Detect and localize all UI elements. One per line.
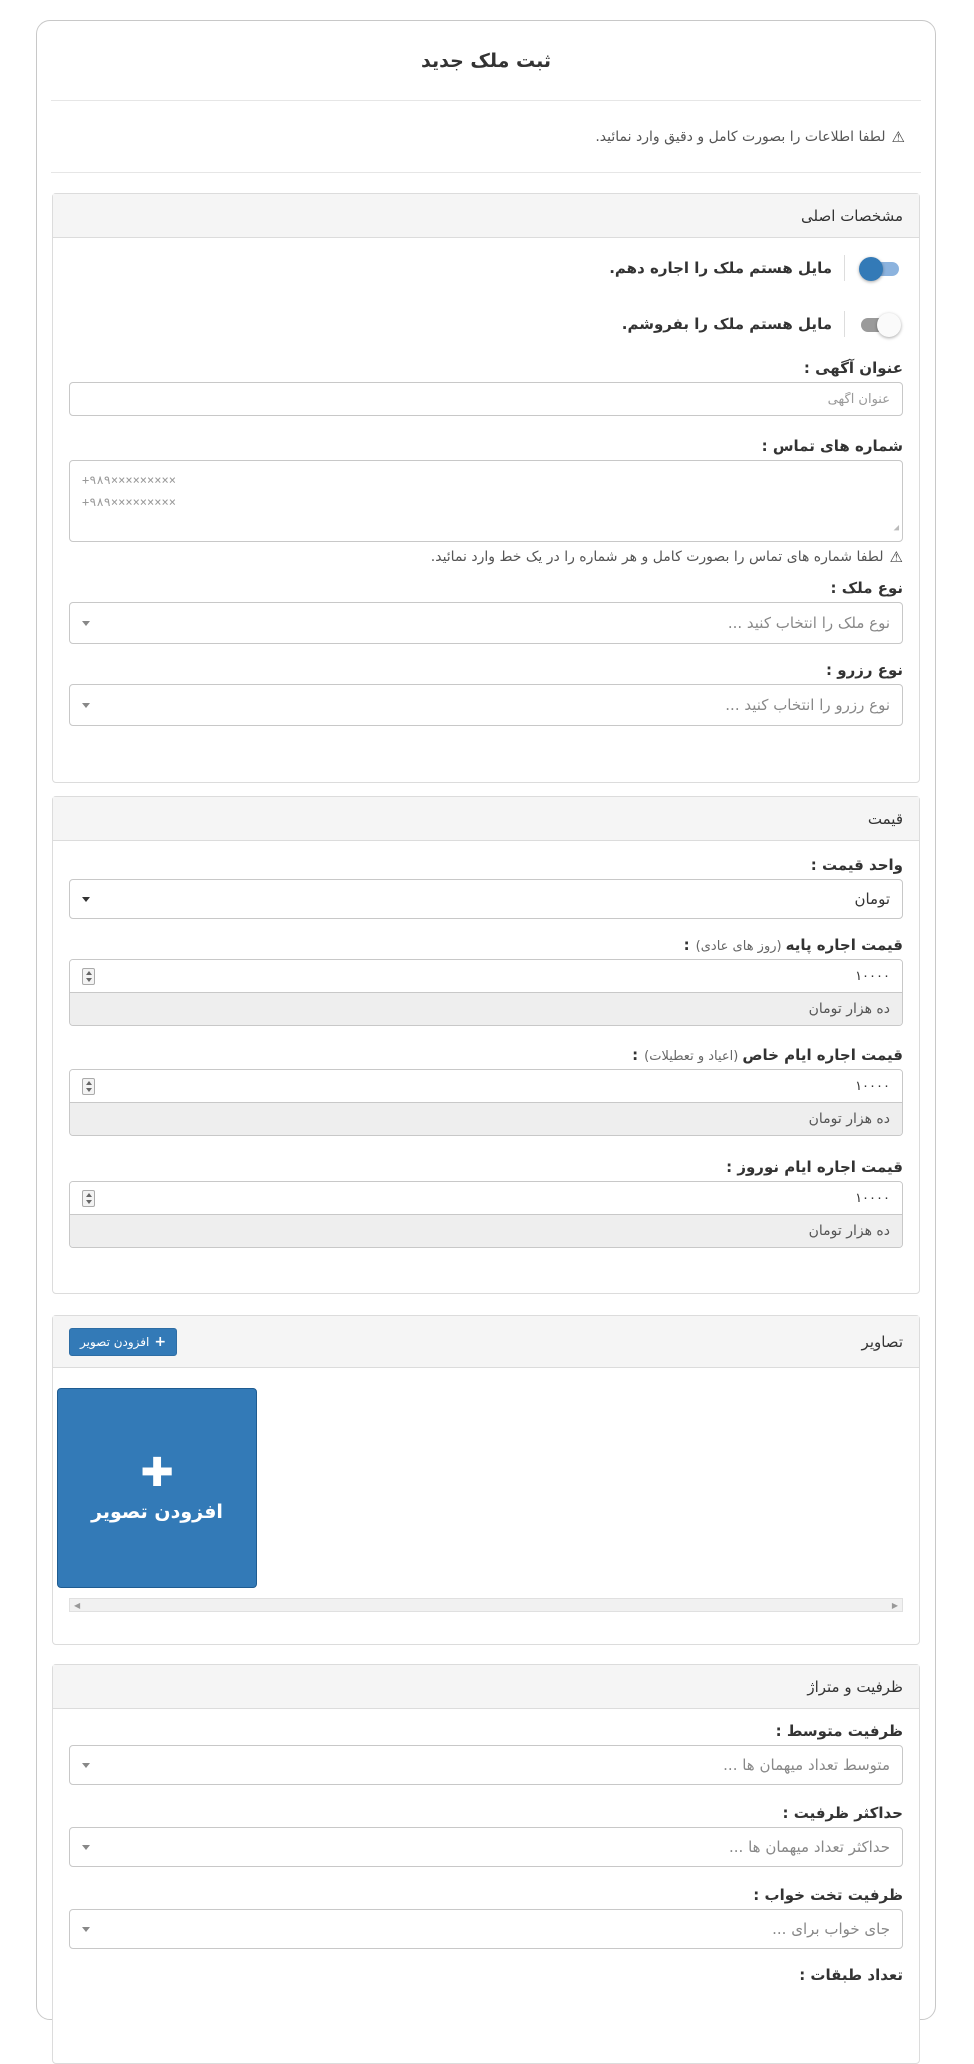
- add-image-tile[interactable]: [57, 1388, 257, 1588]
- warning-icon: ⚠: [891, 127, 905, 146]
- floors-label: تعداد طبقات :: [799, 1966, 903, 1984]
- divider: [844, 255, 845, 281]
- bed-capacity-placeholder: جای خواب برای ...: [772, 1920, 890, 1938]
- form-notice: [51, 101, 921, 173]
- caret-down-icon: [82, 897, 90, 902]
- notice-text: لطفا اطلاعات را بصورت کامل و دقیق وارد نمائید.: [595, 128, 886, 145]
- rent-toggle[interactable]: [859, 257, 901, 279]
- special-price-value: ۱۰۰۰۰: [855, 1078, 890, 1094]
- price-unit-select[interactable]: [69, 879, 903, 919]
- nowruz-price-label: قیمت اجاره ایام نوروز :: [726, 1158, 903, 1176]
- reservation-type-placeholder: نوع رزرو را انتخاب کنید ...: [725, 696, 890, 714]
- property-type-label: نوع ملک :: [830, 579, 903, 597]
- ad-title-label: عنوان آگهی :: [803, 359, 903, 377]
- base-price-sub: (روز های عادی): [695, 939, 782, 954]
- special-price-words: ده هزار تومان: [70, 1103, 902, 1135]
- phone-placeholder-line: +۹۸۹×××××××××: [82, 495, 176, 509]
- rent-toggle-label: مایل هستم ملک را اجاره دهم.: [609, 259, 832, 277]
- price-unit-label: واحد قیمت :: [810, 856, 903, 874]
- base-price-label-text: قیمت اجاره پایه: [785, 936, 903, 954]
- caret-down-icon: [82, 703, 90, 708]
- base-price-words: ده هزار تومان: [70, 993, 902, 1025]
- plus-icon: ✚: [140, 1450, 174, 1496]
- panel-title: مشخصات اصلی: [801, 206, 903, 225]
- nowruz-price-input[interactable]: [70, 1182, 902, 1215]
- bed-capacity-select[interactable]: [69, 1909, 903, 1949]
- divider: [844, 311, 845, 337]
- spinner-icon[interactable]: [82, 1190, 95, 1207]
- max-capacity-placeholder: حداکثر تعداد میهمان ها ...: [729, 1838, 890, 1856]
- resize-grip-icon[interactable]: ◢: [893, 523, 899, 533]
- panel-heading: [53, 194, 919, 238]
- panel-price: [52, 796, 920, 1294]
- panel-heading: [53, 1665, 919, 1709]
- max-capacity-select[interactable]: [69, 1827, 903, 1867]
- phones-label: شماره های تماس :: [761, 437, 903, 455]
- panel-title: ظرفیت و متراژ: [807, 1677, 903, 1696]
- panel-title: قیمت: [867, 809, 903, 828]
- scroll-right-icon[interactable]: ▶: [891, 1600, 898, 1610]
- special-price-label-text: قیمت اجاره ایام خاص: [742, 1046, 903, 1064]
- max-capacity-label: حداکثر ظرفیت :: [782, 1804, 903, 1822]
- ad-title-input[interactable]: [69, 382, 903, 416]
- phones-hint-text: لطفا شماره های تماس را بصورت کامل و هر شماره را در یک خط وارد نمائید.: [430, 549, 884, 565]
- nowruz-price-words: ده هزار تومان: [70, 1215, 902, 1247]
- panel-heading: [53, 797, 919, 841]
- caret-down-icon: [82, 621, 90, 626]
- form-container: [36, 20, 936, 2020]
- caret-down-icon: [82, 1763, 90, 1768]
- spinner-icon[interactable]: [82, 1078, 95, 1095]
- panel-images: [52, 1315, 920, 1645]
- sell-toggle[interactable]: [859, 313, 901, 335]
- scroll-left-icon[interactable]: ◀: [74, 1600, 81, 1610]
- special-price-group: [69, 1069, 903, 1136]
- avg-capacity-placeholder: متوسط تعداد میهمان ها ...: [723, 1756, 890, 1774]
- phones-hint: [69, 542, 903, 572]
- add-image-tile-label: افزودن تصویر: [91, 1501, 223, 1523]
- base-price-group: [69, 959, 903, 1026]
- base-price-value: ۱۰۰۰۰: [855, 968, 890, 984]
- property-type-select[interactable]: [69, 602, 903, 644]
- panel-heading: [53, 1316, 919, 1368]
- sell-toggle-row: [69, 296, 903, 352]
- nowruz-price-value: ۱۰۰۰۰: [855, 1190, 890, 1206]
- sell-toggle-label: مایل هستم ملک را بفروشم.: [621, 315, 832, 333]
- base-price-label: [69, 919, 903, 959]
- nowruz-price-group: [69, 1181, 903, 1248]
- warning-icon: ⚠: [889, 548, 903, 566]
- plus-icon: +: [154, 1333, 167, 1350]
- special-price-colon: :: [632, 1046, 639, 1064]
- special-price-input[interactable]: [70, 1070, 902, 1103]
- bed-capacity-label: ظرفیت تخت خواب :: [753, 1886, 903, 1904]
- caret-down-icon: [82, 1927, 90, 1932]
- panel-main-specs: [52, 193, 920, 783]
- add-image-button[interactable]: [69, 1328, 177, 1356]
- reservation-type-label: نوع رزرو :: [826, 661, 903, 679]
- spinner-icon[interactable]: [82, 968, 95, 985]
- price-unit-value: تومان: [854, 890, 890, 908]
- phones-textarea[interactable]: [69, 460, 903, 542]
- base-price-input[interactable]: [70, 960, 902, 993]
- avg-capacity-select[interactable]: [69, 1745, 903, 1785]
- special-price-label: [69, 1026, 903, 1069]
- caret-down-icon: [82, 1845, 90, 1850]
- base-price-colon: :: [683, 936, 690, 954]
- rent-toggle-row: [69, 240, 903, 296]
- avg-capacity-label: ظرفیت متوسط :: [775, 1722, 903, 1740]
- reservation-type-select[interactable]: [69, 684, 903, 726]
- page-title: ثبت ملک جدید: [51, 21, 921, 101]
- panel-capacity: [52, 1664, 920, 2064]
- special-price-sub: (اعیاد و تعطیلات): [644, 1049, 739, 1064]
- property-type-placeholder: نوع ملک را انتخاب کنید ...: [727, 614, 890, 632]
- phone-placeholder-line: +۹۸۹×××××××××: [82, 473, 176, 487]
- horizontal-scrollbar[interactable]: [69, 1598, 903, 1612]
- panel-title: تصاویر: [861, 1332, 903, 1351]
- add-image-button-label: افزودن تصویر: [80, 1334, 150, 1349]
